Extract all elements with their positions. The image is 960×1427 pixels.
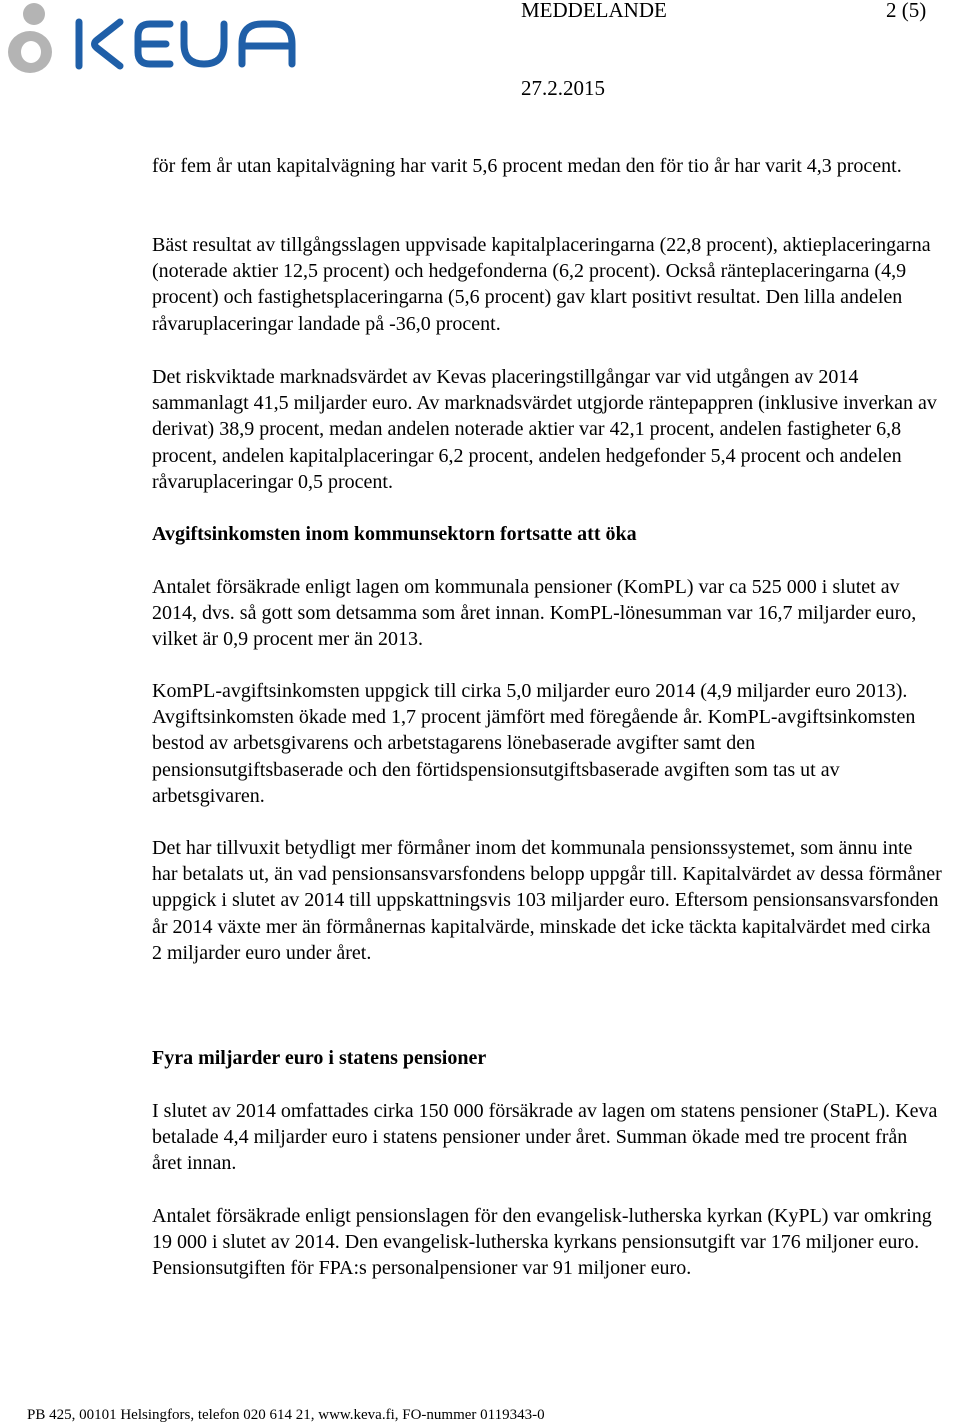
body-paragraph: KomPL-avgiftsinkomsten uppgick till cirka 5,0 miljarder euro 2014 (4,9 miljarder euro 2013). Avgiftsinkomsten ökade med 1,7 procent jämfört med föregående år. KomPL-avgiftsinkomsten bestod av arbetsgivarens och arbetstagarens lönebaserade avgifter samt den pensionsutgiftsbaserade och den förtidspensionsutgiftsbaserade avgiften som tas ut av arbetsgivaren. (152, 680, 916, 807)
body-paragraph: Det har tillvuxit betydligt mer förmåner inom det kommunala pensionssystemet, som ännu inte har betalats ut, än vad pensionsansvarsfondens belopp uppgår till. Kapitalvärdet av dessa förmåner uppgick i slutet av 2014 till uppskattningsvis 103 miljarder euro. Eftersom pensionsansvarsfonden år 2014 växte mer än förmånernas kapitalvärde, minskade det icke täckta kapitalvärdet med cirka 2 miljarder euro under året. (152, 837, 942, 964)
keva-logo (0, 0, 312, 78)
body-paragraph: Antalet försäkrade enligt lagen om kommunala pensioner (KomPL) var ca 525 000 i slutet av 2014, dvs. så gott som detsamma som året innan. KomPL-lönesumman var 16,7 miljarder euro, vilket är 0,9 procent mer än 2013. (152, 576, 917, 651)
page-number: 2 (5) (886, 0, 927, 22)
body-paragraph: Antalet försäkrade enligt pensionslagen för den evangelisk-lutherska kyrkan (KyPL) var omkring 19 000 i slutet av 2014. Den evangelisk-lutherska kyrkans pensionsutgift var 176 miljoner euro. Pensionsutgiften för FPA:s personalpensioner var 91 miljoner euro. (152, 1205, 932, 1280)
document-date: 27.2.2015 (521, 76, 605, 100)
body-paragraph: I slutet av 2014 omfattades cirka 150 000 försäkrade av lagen om statens pensioner (StaPL). Keva betalade 4,4 miljarder euro i statens pensioner under året. Summan ökade med tre procent från året innan. (152, 1100, 938, 1175)
body-paragraph: för fem år utan kapitalvägning har varit 5,6 procent medan den för tio år har varit 4,3 procent. (152, 155, 902, 177)
body-paragraph: Bäst resultat av tillgångsslagen uppvisade kapitalplaceringarna (22,8 procent), aktieplaceringarna (noterade aktier 12,5 procent) och hedgefonderna (6,2 procent). Också ränteplaceringarna (4,9 procent) och fastighetsplaceringarna (5,6 procent) gav klart positivt resultat. Den lilla andelen råvaruplaceringar landade på -36,0 procent. (152, 234, 931, 335)
footer-contact: PB 425, 00101 Helsingfors, telefon 020 614 21, www.keva.fi, FO-nummer 0119343-0 (27, 1407, 545, 1423)
document-type: MEDDELANDE (521, 0, 667, 22)
body-paragraph: Det riskviktade marknadsvärdet av Kevas placeringstillgångar var vid utgången av 2014 sammanlagt 41,5 miljarder euro. Av marknadsvärdet utgjorde räntepappren (inklusive inverkan av derivat) 38,9 procent, medan andelen noterade aktier var 42,1 procent, andelen fastigheter 6,8 procent, andelen kapitalplaceringar 6,2 procent, andelen hedgefonder 5,4 procent och andelen råvaruplaceringar 0,5 procent. (152, 366, 937, 493)
section-heading: Avgiftsinkomsten inom kommunsektorn fortsatte att öka (152, 523, 637, 545)
section-heading: Fyra miljarder euro i statens pensioner (152, 1047, 487, 1069)
